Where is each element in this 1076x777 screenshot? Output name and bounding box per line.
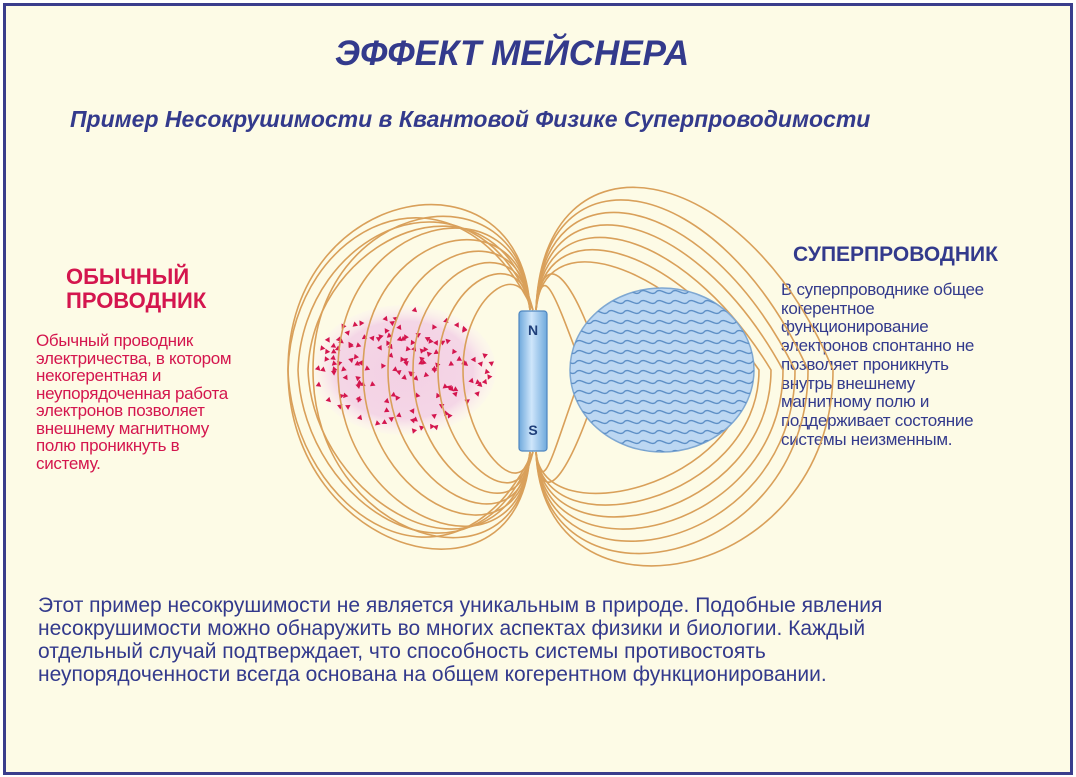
text-line: Этот пример несокрушимости не является уникальным в природе. Подобные явления: [38, 594, 883, 617]
text-line: Обычный проводник: [36, 331, 194, 350]
text-line: когерентное: [781, 298, 875, 318]
magnet-north-label: N: [527, 322, 539, 338]
text-line: электронов спонтанно не: [781, 336, 975, 356]
text-line: электронов позволяет: [36, 401, 205, 420]
text-line: В суперпроводнике общее: [781, 280, 984, 299]
text-line: функционирование: [781, 317, 929, 337]
page-title: ЭФФЕКТ МЕЙСНЕРА: [334, 34, 690, 73]
text-line: позволяет проникнуть: [781, 354, 949, 374]
text-line: внутрь внешнему: [781, 373, 915, 393]
text-line: магнитному полю и: [781, 392, 930, 412]
text-line: неупорядоченности всегда основана на общем когерентном функционировании.: [38, 663, 827, 686]
normal-conductor-heading-line2: ПРОВОДНИК: [66, 288, 207, 313]
superconductor-heading: СУПЕРПРОВОДНИК: [793, 243, 998, 266]
bar-magnet: [519, 311, 547, 451]
superconductor: [560, 288, 784, 453]
text-line: поддерживает состояние: [781, 410, 974, 430]
text-line: полю проникнуть в: [36, 436, 180, 455]
page-subtitle: Пример Несокрушимости в Квантовой Физике Суперпроводимости: [70, 106, 871, 132]
normal-conductor-heading-line1: ОБЫЧНЫЙ: [66, 264, 190, 289]
text-line: неупорядоченная работа: [36, 383, 228, 403]
text-line: электричества, в котором: [36, 348, 232, 368]
text-line: отдельный случай подтверждает, что способность системы противостоять: [38, 640, 766, 663]
bottom-paragraph: [38, 594, 1038, 686]
text-line: несокрушимости можно обнаружить во многих аспектах физики и биологии. Каждый: [38, 617, 866, 640]
normal-conductor-region: [312, 305, 496, 435]
magnet-south-label: S: [528, 422, 538, 438]
text-line: внешнему магнитному: [36, 418, 209, 438]
text-line: некогерентная и: [36, 366, 162, 385]
text-line: систему.: [36, 453, 101, 473]
text-line: системы неизменным.: [781, 429, 953, 449]
